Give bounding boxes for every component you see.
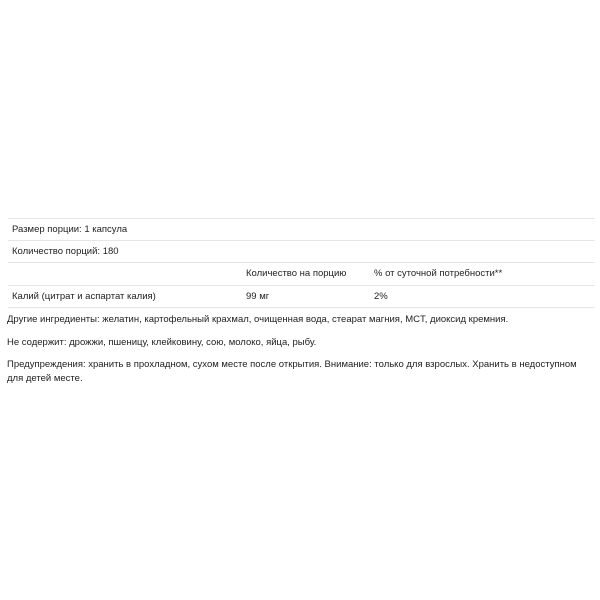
daily-value-header: % от суточной потребности** xyxy=(374,268,503,279)
serving-size-row xyxy=(8,219,595,241)
supplement-facts-table xyxy=(8,218,595,308)
servings-per-container-row xyxy=(8,241,595,263)
does-not-contain-text: Не содержит: дрожжи, пшеницу, клейковину, сою, молоко, яйца, рыбу. xyxy=(7,337,317,348)
servings-per-container: Количество порций: 180 xyxy=(12,246,119,257)
amount-header: Количество на порцию xyxy=(246,268,347,279)
table-row xyxy=(8,286,595,308)
nutrient-amount: 99 мг xyxy=(246,291,270,302)
nutrient-name: Калий (цитрат и аспартат калия) xyxy=(12,291,156,302)
nutrient-daily-value: 2% xyxy=(374,291,388,302)
serving-size: Размер порции: 1 капсула xyxy=(12,224,128,235)
table-header-row xyxy=(8,263,595,286)
warnings-text: Предупреждения: хранить в прохладном, сухом месте после открытия. Внимание: только для взрослых. Хранить в недоступном для детей месте. xyxy=(7,359,577,384)
other-ingredients-text: Другие ингредиенты: желатин, картофельный крахмал, очищенная вода, стеарат магния, MCT, диоксид кремния. xyxy=(7,314,509,325)
